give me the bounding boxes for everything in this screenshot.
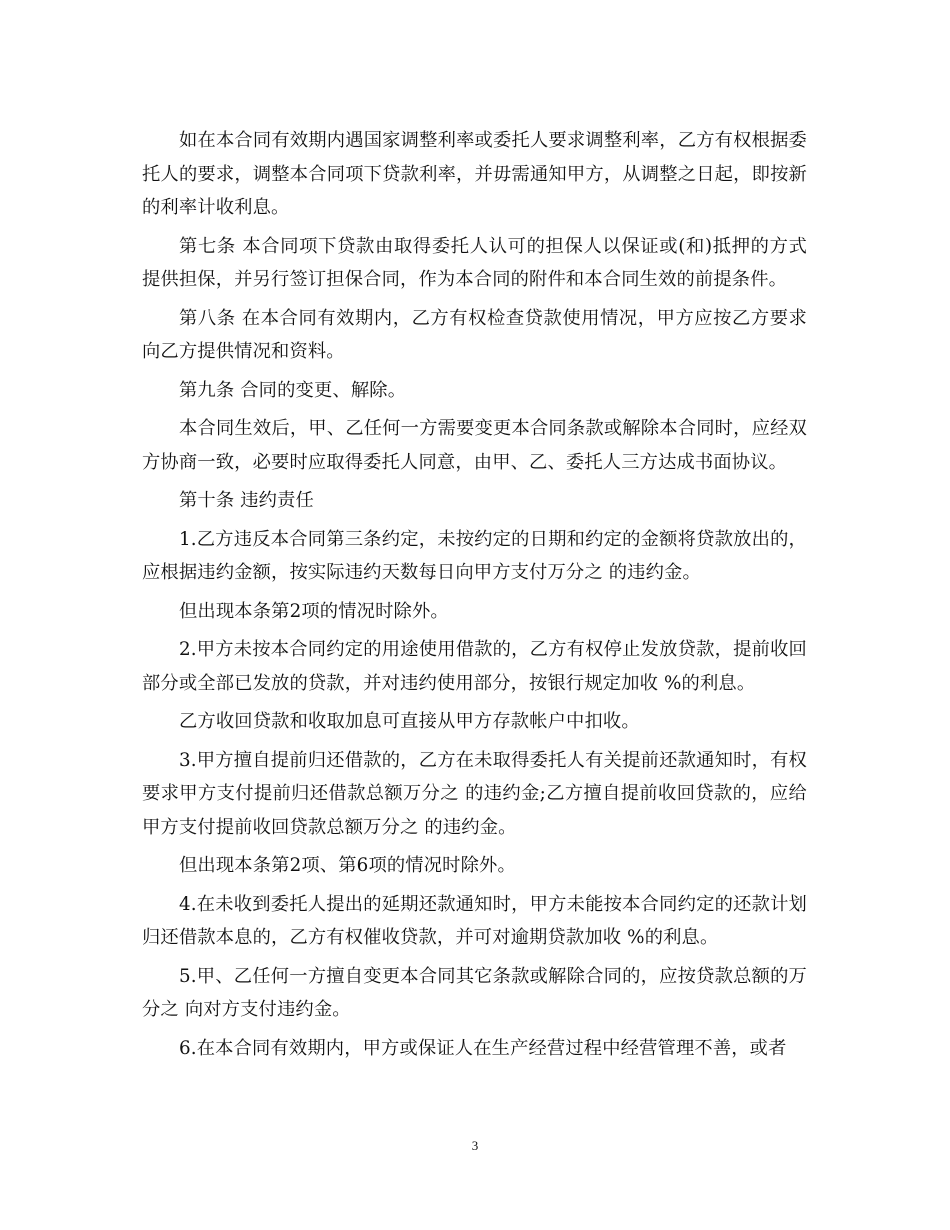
paragraph-interest-adjustment: 如在本合同有效期内遇国家调整利率或委托人要求调整利率，乙方有权根据委托人的要求，调整本合同项下贷款利率，并毋需通知甲方，从调整之日起，即按新的利率计收利息。	[142, 130, 807, 218]
paragraph-article-9-body: 本合同生效后，甲、乙任何一方需要变更本合同条款或解除本合同时，应经双方协商一致，必要时应取得委托人同意，由甲、乙、委托人三方达成书面协议。	[142, 418, 807, 473]
paragraph-clause-2: 2.甲方未按本合同约定的用途使用借款的，乙方有权停止发放贷款，提前收回部分或全部已发放的贷款，并对违约使用部分，按银行规定加收 %的利息。	[142, 639, 807, 694]
paragraph-clause-3: 3.甲方擅自提前归还借款的，乙方在未取得委托人有关提前还款通知时，有权要求甲方支付提前归还借款总额万分之 的违约金;乙方擅自提前收回贷款的，应给甲方支付提前收回贷款总额万分之 的违约金。	[142, 749, 807, 838]
contract-body	[142, 124, 807, 1070]
paragraph-article-10-heading: 第十条 违约责任	[179, 490, 314, 511]
paragraph-clause-1-exception: 但出现本条第2项的情况时除外。	[179, 600, 449, 622]
paragraph-clause-3-exception: 但出现本条第2项、第6项的情况时除外。	[179, 855, 516, 876]
paragraph-clause-5: 5.甲、乙任何一方擅自变更本合同其它条款或解除合同的，应按贷款总额的万分之 向对方支付违约金。	[142, 965, 807, 1020]
page-number: 3	[471, 1138, 479, 1153]
paragraph-article-8: 第八条 在本合同有效期内，乙方有权检查贷款使用情况，甲方应按乙方要求向乙方提供情况和资料。	[142, 307, 807, 362]
paragraph-article-7: 第七条 本合同项下贷款由取得委托人认可的担保人以保证或(和)抵押的方式提供担保，并另行签订担保合同，作为本合同的附件和本合同生效的前提条件。	[142, 235, 807, 290]
paragraph-article-9-heading: 第九条 合同的变更、解除。	[179, 379, 407, 401]
paragraph-clause-6: 6.在本合同有效期内，甲方或保证人在生产经营过程中经营管理不善，或者	[179, 1037, 787, 1059]
paragraph-clause-2-deduction: 乙方收回贷款和收取加息可直接从甲方存款帐户中扣收。	[179, 711, 640, 732]
paragraph-clause-4: 4.在未收到委托人提出的延期还款通知时，甲方未能按本合同约定的还款计划归还借款本息的，乙方有权催收贷款，并可对逾期贷款加收 %的利息。	[142, 893, 807, 948]
paragraph-clause-1: 1.乙方违反本合同第三条约定，未按约定的日期和约定的金额将贷款放出的，应根据违约金额，按实际违约天数每日向甲方支付万分之 的违约金。	[142, 528, 807, 583]
